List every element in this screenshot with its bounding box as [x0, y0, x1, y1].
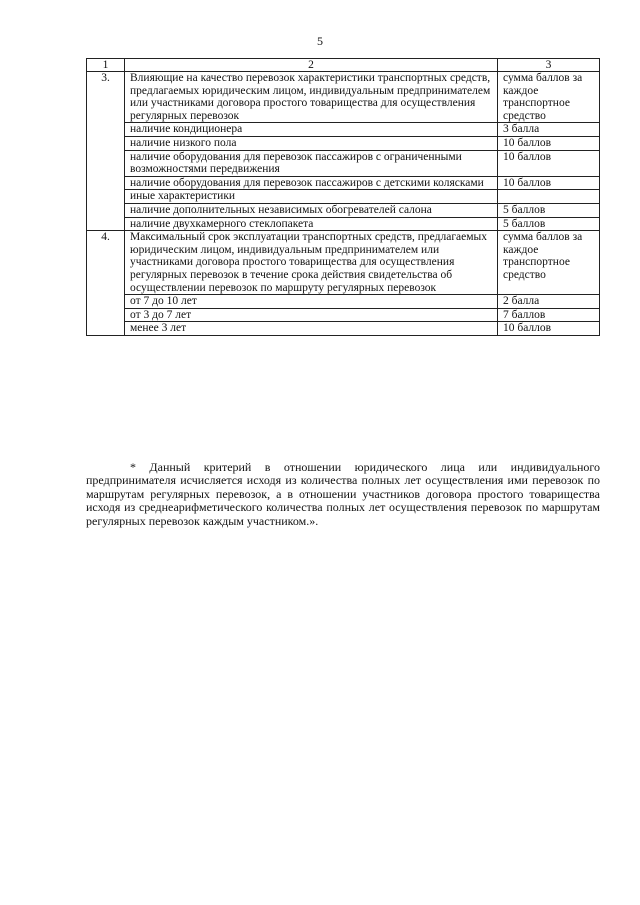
item-score: 5 баллов — [498, 217, 600, 231]
item-label: наличие оборудования для перевозок пассажиров с детскими колясками — [125, 176, 498, 190]
item-score: 10 баллов — [498, 136, 600, 150]
item-score: 7 баллов — [498, 308, 600, 322]
section-row — [87, 72, 600, 123]
section-title: Влияющие на качество перевозок характеристики транспортных средств, предлагаемых юридическим лицом, индивидуальным предпринимателем или участниками договора простого товарищества для осуществления регулярных перевозок — [125, 72, 498, 123]
item-label: менее 3 лет — [125, 322, 498, 336]
table-row — [87, 136, 600, 150]
item-label: наличие низкого пола — [125, 136, 498, 150]
section-number: 4. — [87, 231, 125, 336]
table-row — [87, 295, 600, 309]
footnote — [86, 461, 600, 528]
item-label: иные характеристики — [125, 190, 498, 204]
table-row — [87, 176, 600, 190]
item-label: от 7 до 10 лет — [125, 295, 498, 309]
table-row — [87, 217, 600, 231]
item-score: 5 баллов — [498, 203, 600, 217]
table-row — [87, 203, 600, 217]
item-score: 2 балла — [498, 295, 600, 309]
item-score: 3 балла — [498, 123, 600, 137]
table-row — [87, 322, 600, 336]
item-label: наличие кондиционера — [125, 123, 498, 137]
header-col-1: 1 — [87, 59, 125, 72]
section-score: сумма баллов за каждое транспортное средство — [498, 231, 600, 295]
item-label: наличие дополнительных независимых обогревателей салона — [125, 203, 498, 217]
table-header-row — [87, 59, 600, 72]
page-number: 5 — [317, 34, 323, 48]
item-score: 10 баллов — [498, 176, 600, 190]
section-row — [87, 231, 600, 295]
section-score: сумма баллов за каждое транспортное средство — [498, 72, 600, 123]
item-label: наличие двухкамерного стеклопакета — [125, 217, 498, 231]
table-row — [87, 123, 600, 137]
header-col-3: 3 — [498, 59, 600, 72]
criteria-table — [86, 58, 600, 336]
header-col-2: 2 — [125, 59, 498, 72]
table-row — [87, 190, 600, 204]
item-score: 10 баллов — [498, 150, 600, 176]
section-title: Максимальный срок эксплуатации транспортных средств, предлагаемых юридическим лицом, индивидуальным предпринимателем или участниками договора простого товарищества для осуществления регулярных перевозок в течение срока действия свидетельства об осуществлении перевозок по маршруту регулярных перевозок — [125, 231, 498, 295]
table-row — [87, 308, 600, 322]
item-label: от 3 до 7 лет — [125, 308, 498, 322]
section-number: 3. — [87, 72, 125, 231]
item-score — [498, 190, 600, 204]
footnote-text: * Данный критерий в отношении юридического лица или индивидуального предпринимателя исчисляется исходя из количества полных лет осуществления ими перевозок по маршрутам регулярных перевозок, а в отношении участников договора простого товарищества исходя из среднеарифметического количества полных лет осуществления перевозок по маршрутам регулярных перевозок каждым участником.». — [86, 460, 600, 528]
item-label: наличие оборудования для перевозок пассажиров с ограниченными возможностями передвижения — [125, 150, 498, 176]
item-score: 10 баллов — [498, 322, 600, 336]
table-row — [87, 150, 600, 176]
